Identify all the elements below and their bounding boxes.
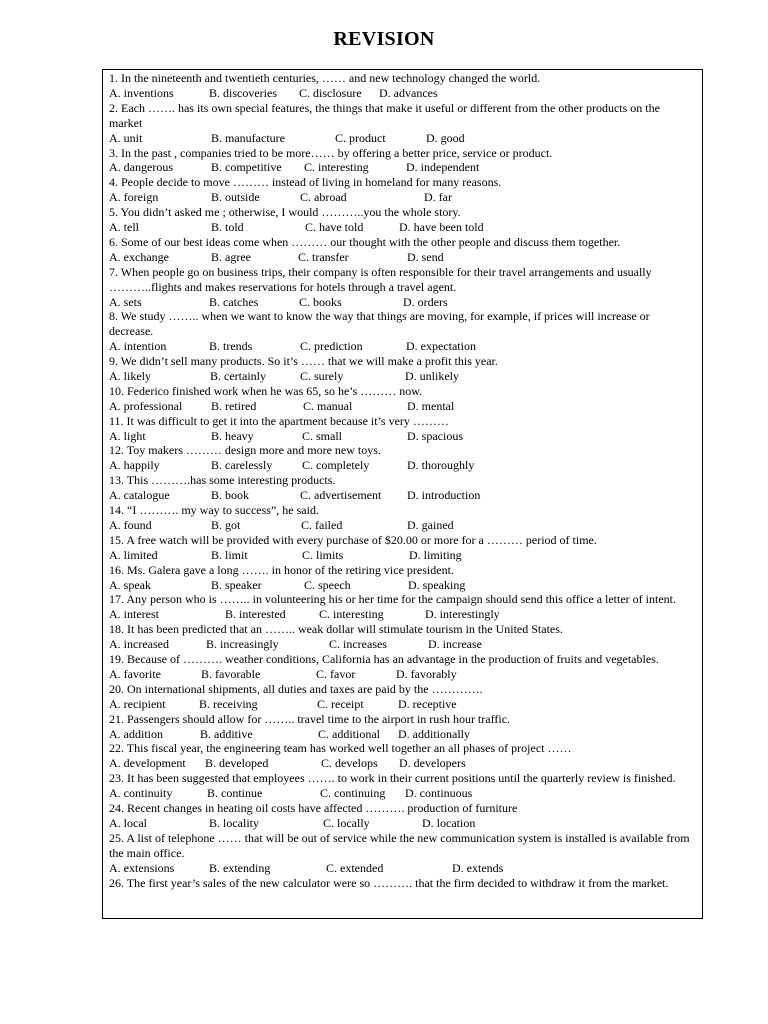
answer-option[interactable]: D. favorably [396, 666, 457, 681]
answer-option[interactable]: D. mental [407, 398, 455, 413]
answer-option[interactable]: B. speaker [211, 577, 262, 592]
question-text: 14. “I ………. my way to success”, he said. [109, 503, 319, 518]
answer-options [109, 160, 696, 175]
answer-option[interactable]: D. location [422, 815, 476, 830]
answer-option[interactable]: C. locally [323, 815, 370, 830]
answer-option[interactable]: C. product [335, 130, 386, 145]
answer-options [109, 369, 696, 384]
answer-option[interactable]: C. limits [302, 547, 344, 562]
answer-options [109, 667, 696, 682]
answer-option[interactable]: A. catalogue [109, 488, 170, 503]
answer-option[interactable]: D. introduction [407, 488, 481, 503]
answer-option[interactable]: A. inventions [109, 85, 174, 100]
answer-option[interactable]: B. locality [209, 815, 259, 830]
answer-option[interactable]: A. extensions [109, 860, 175, 875]
answer-option[interactable]: C. interesting [304, 160, 369, 175]
answer-options [109, 697, 696, 712]
answer-option[interactable]: A. development [109, 756, 186, 771]
answer-option[interactable]: A. tell [109, 220, 139, 234]
answer-option[interactable]: D. unlikely [405, 369, 459, 383]
question-text: 19. Because of ………. weather conditions, California has an advantage in the production of fruits and vegetables. [109, 652, 659, 667]
answer-option[interactable]: C. prediction [300, 339, 363, 354]
answer-option[interactable]: A. local [109, 815, 147, 830]
question-text: 5. You didn’t asked me ; otherwise, I would ………..you the whole story. [109, 205, 461, 220]
answer-option[interactable]: A. sets [109, 294, 142, 309]
answer-option[interactable]: B. trends [209, 339, 253, 354]
answer-option[interactable]: D. send [407, 249, 444, 264]
question-text: 3. In the past , companies tried to be more…… by offering a better price, service or product. [109, 145, 553, 160]
answer-option[interactable]: A. foreign [109, 190, 159, 205]
answer-option[interactable]: B. extending [209, 860, 271, 875]
answer-option[interactable]: D. far [424, 190, 452, 205]
answer-option[interactable]: C. completely [302, 458, 370, 473]
answer-option[interactable]: D. advances [379, 85, 438, 100]
answer-option[interactable]: A. found [109, 517, 152, 532]
answer-option[interactable]: C. favor [316, 666, 356, 681]
answer-option[interactable]: C. extended [326, 860, 384, 875]
answer-options [109, 861, 696, 876]
answer-option[interactable]: B. book [211, 488, 250, 503]
answer-option[interactable]: C. have told [305, 220, 364, 234]
question-text: 17. Any person who is …….. in volunteering his or her time for the campaign should send this office a letter of intent. [109, 592, 676, 607]
answer-option[interactable]: D. good [426, 130, 465, 145]
answer-option[interactable]: C. disclosure [299, 85, 362, 100]
answer-option[interactable]: D. have been told [399, 220, 484, 234]
answer-option[interactable]: C. increases [329, 637, 387, 652]
answer-option[interactable]: B. developed [205, 756, 269, 771]
answer-option[interactable]: A. dangerous [109, 160, 173, 175]
answer-option[interactable]: C. additional [318, 726, 380, 741]
answer-option[interactable]: D. receptive [398, 696, 457, 711]
answer-option[interactable]: D. extends [452, 860, 504, 875]
answer-option[interactable]: B. limit [211, 547, 248, 562]
answer-options [109, 756, 696, 771]
answer-options [109, 727, 696, 742]
answer-option[interactable]: C. interesting [319, 607, 384, 622]
answer-option[interactable]: B. favorable [201, 666, 261, 681]
answer-option[interactable]: D. expectation [406, 339, 476, 354]
answer-options [109, 578, 696, 593]
answer-option[interactable]: B. discoveries [209, 85, 277, 100]
answer-option[interactable]: B. catches [209, 294, 259, 309]
answer-option[interactable]: A. happily [109, 458, 160, 473]
question-text: 21. Passengers should allow for …….. travel time to the airport in rush hour traffic. [109, 711, 511, 726]
answer-options [109, 399, 696, 414]
answer-option[interactable]: A. intention [109, 339, 167, 354]
answer-option[interactable]: B. certainly [210, 369, 266, 383]
answer-option[interactable]: D. orders [403, 294, 448, 309]
question-text: 12. Toy makers ……… design more and more new toys. [109, 443, 381, 458]
question-text: 26. The first year’s sales of the new calculator were so ………. that the firm decided to withdraw it from the market. [109, 875, 669, 890]
answer-option[interactable]: C. receipt [317, 696, 364, 711]
answer-options [109, 548, 696, 563]
question-text: 10. Federico finished work when he was 65, so he’s ……… now. [109, 383, 423, 398]
answer-option[interactable]: A. addition [109, 726, 163, 741]
answer-options [109, 429, 696, 444]
question-text: 23. It has been suggested that employees ……. to work in their current positions until the quarterly review is finished. [109, 771, 676, 786]
answer-option[interactable]: C. failed [301, 517, 343, 532]
answer-option[interactable]: D. interestingly [425, 607, 500, 622]
answer-options [109, 458, 696, 473]
answer-option[interactable]: A. limited [109, 547, 158, 562]
answer-option[interactable]: B. agree [211, 249, 251, 264]
answer-option[interactable]: D. spacious [407, 428, 463, 443]
question-text: 1. In the nineteenth and twentieth centuries, …… and new technology changed the world. [109, 71, 541, 85]
answer-options [109, 786, 696, 801]
answer-option[interactable]: C. transfer [298, 249, 349, 264]
answer-options [109, 190, 696, 205]
questions-box [102, 69, 703, 919]
question-text: 24. Recent changes in heating oil costs have affected ………. production of furniture [109, 801, 518, 816]
answer-option[interactable]: A. likely [109, 369, 151, 383]
answer-option[interactable]: B. increasingly [206, 637, 279, 652]
answer-option[interactable]: B. competitive [211, 160, 282, 175]
question-text: 20. On international shipments, all duties and taxes are paid by the …………. [109, 681, 483, 696]
question-text: 18. It has been predicted that an …….. weak dollar will stimulate tourism in the United States. [109, 622, 563, 637]
answer-option[interactable]: C. speech [304, 577, 351, 592]
answer-options [109, 250, 696, 265]
answer-option[interactable]: A. increased [109, 637, 169, 652]
answer-option[interactable]: B. told [211, 220, 244, 234]
question-text: 8. We study …….. when we want to know the way that things are moving, for example, if prices will increase or decrease. [109, 309, 650, 339]
question-text: 9. We didn’t sell many products. So it’s …… that we will make a profit this year. [109, 354, 498, 369]
answer-option[interactable]: B. manufacture [211, 130, 285, 145]
answer-option[interactable]: B. interested [225, 607, 286, 622]
answer-options [109, 518, 696, 533]
answer-option[interactable]: B. retired [211, 398, 257, 413]
question-text: 16. Ms. Galera gave a long ……. in honor of the retiring vice president. [109, 562, 454, 577]
answer-option[interactable]: B. carelessly [211, 458, 273, 473]
answer-option[interactable]: B. got [211, 517, 241, 532]
answer-option[interactable]: D. increase [428, 637, 482, 652]
page-title: REVISION [333, 28, 435, 50]
answer-option[interactable]: A. recipient [109, 696, 166, 711]
answer-option[interactable]: C. advertisement [300, 488, 382, 503]
answer-option[interactable]: D. continuous [405, 786, 473, 801]
answer-option[interactable]: A. light [109, 428, 146, 443]
answer-options [109, 131, 696, 146]
answer-options [109, 607, 696, 622]
answer-option[interactable]: A. interest [109, 607, 159, 622]
question-text: 15. A free watch will be provided with every purchase of $20.00 or more for a ……… period of time. [109, 532, 597, 547]
answer-options [109, 339, 696, 354]
answer-option[interactable]: D. developers [399, 756, 466, 771]
answer-option[interactable]: C. manual [303, 398, 353, 413]
question-text: 4. People decide to move ……… instead of living in homeland for many reasons. [109, 175, 502, 190]
answer-option[interactable]: B. additive [200, 726, 253, 741]
answer-options [109, 488, 696, 503]
answer-option[interactable]: B. heavy [211, 428, 254, 443]
answer-option[interactable]: C. develops [321, 756, 378, 771]
answer-option[interactable]: D. limiting [409, 547, 462, 562]
answer-option[interactable]: C. books [299, 294, 342, 309]
answer-options [109, 637, 696, 652]
answer-option[interactable]: A. continuity [109, 786, 173, 801]
answer-option[interactable]: B. continue [207, 786, 263, 801]
answer-option[interactable]: A. professional [109, 398, 183, 413]
answer-option[interactable]: C. continuing [320, 786, 386, 801]
question-text: 6. Some of our best ideas come when ……… our thought with the other people and discuss them together. [109, 234, 621, 249]
answer-option[interactable]: A. unit [109, 130, 143, 145]
answer-option[interactable]: A. exchange [109, 249, 169, 264]
answer-option[interactable]: A. speak [109, 577, 151, 592]
answer-option[interactable]: C. surely [300, 369, 344, 383]
question-text: 22. This fiscal year, the engineering team has worked well together an all phases of project …… [109, 741, 572, 756]
answer-options [109, 86, 696, 101]
answer-option[interactable]: D. gained [407, 517, 454, 532]
answer-option[interactable]: C. small [302, 428, 343, 443]
answer-option[interactable]: C. abroad [300, 190, 347, 205]
answer-options [109, 816, 696, 831]
answer-options [109, 295, 696, 310]
answer-option[interactable]: D. speaking [408, 577, 466, 592]
question-text: 7. When people go on business trips, their company is often responsible for their travel arrangements and usually ………..flights and makes reservations for hotels through a travel agent. [109, 264, 652, 294]
answer-option[interactable]: D. additionally [398, 726, 470, 741]
answer-option[interactable]: D. thoroughly [407, 458, 475, 473]
answer-options [109, 220, 696, 235]
question-text: 11. It was difficult to get it into the apartment because it’s very ……… [109, 413, 449, 428]
question-text: 25. A list of telephone …… that will be out of service while the new communication system is installed is available from the main office. [109, 830, 690, 860]
answer-option[interactable]: A. favorite [109, 666, 161, 681]
question-text: 2. Each ……. has its own special features, the things that make it useful or different from the other products on the market [109, 100, 660, 130]
answer-option[interactable]: B. receiving [199, 696, 258, 711]
question-text: 13. This ……….has some interesting products. [109, 473, 336, 488]
answer-option[interactable]: B. outside [211, 190, 260, 205]
answer-option[interactable]: D. independent [406, 160, 480, 175]
